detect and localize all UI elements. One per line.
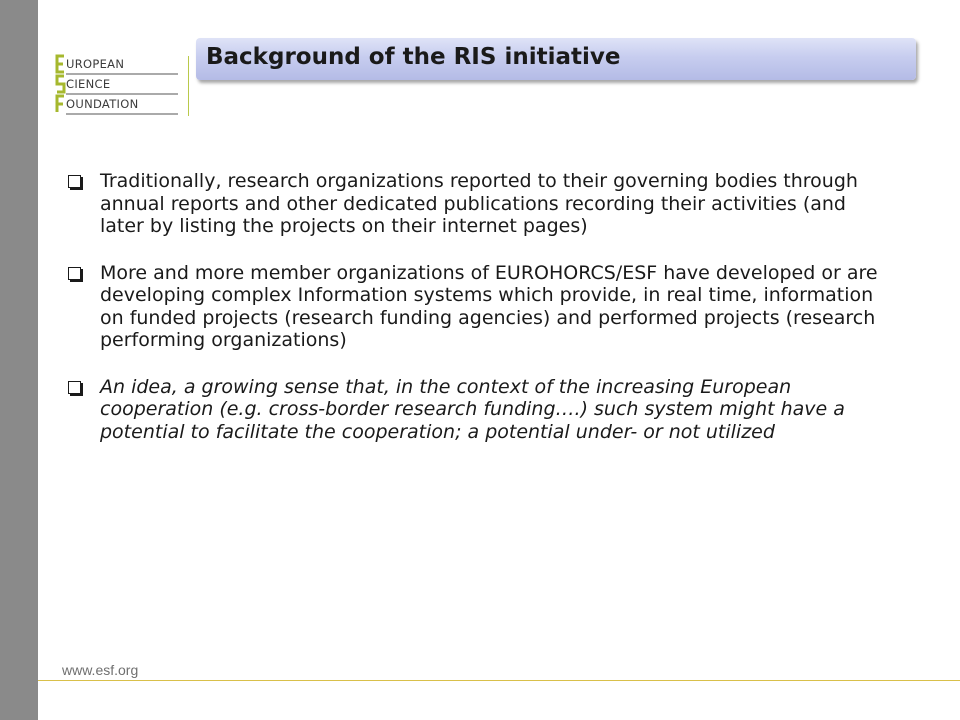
logo-divider xyxy=(188,56,189,116)
bullet-text: An idea, a growing sense that, in the context of the increasing European cooperation (e.g. cross-border research funding….) such system might have a potential to facilitate the cooperation; a potential under- or not utilized xyxy=(100,375,845,443)
bullet-text: More and more member organizations of EUROHORCS/ESF have developed or are developing complex Information systems which provide, in real time, information on funded projects (research funding agencies) and performed projects (research performing organizations) xyxy=(100,261,878,351)
checkbox-bullet-icon xyxy=(68,381,81,394)
logo-line-european: UROPEAN xyxy=(66,57,125,71)
footer-url[interactable]: www.esf.org xyxy=(62,662,139,678)
bullet-list xyxy=(66,170,886,467)
footer-rule xyxy=(38,680,960,681)
checkbox-bullet-icon xyxy=(68,175,81,188)
slide-title: Background of the RIS initiative xyxy=(206,44,621,70)
logo-line-science: CIENCE xyxy=(66,77,111,91)
bullet-item xyxy=(66,262,886,352)
bullet-item xyxy=(66,376,886,444)
bullet-text: Traditionally, research organizations reported to their governing bodies through annual reports and other dedicated publications recording their activities (and later by listing the projects on their internet pages) xyxy=(100,170,858,237)
left-sidebar-bar xyxy=(0,0,38,720)
bullet-item xyxy=(66,170,886,238)
title-banner xyxy=(196,38,916,80)
checkbox-bullet-icon xyxy=(68,267,81,280)
logo-line-foundation: OUNDATION xyxy=(66,97,139,111)
